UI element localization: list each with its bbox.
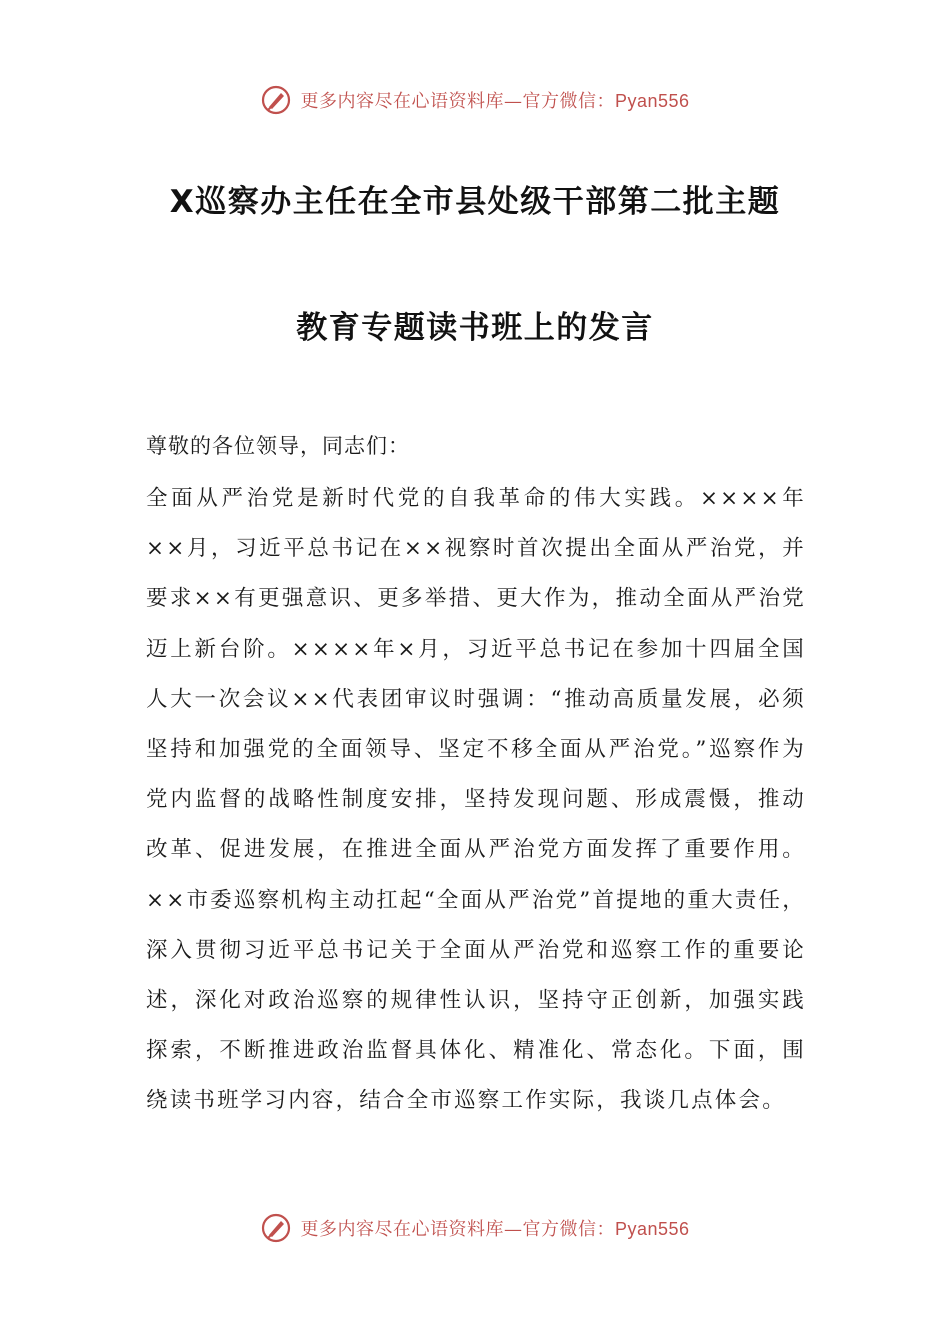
wechat-id: Pyan556	[614, 91, 690, 111]
watermark-text: 更多内容尽在心语资料库—官方微信：Pyan556	[300, 1219, 690, 1240]
document-title-line-2: 教育专题读书班上的发言	[296, 310, 654, 346]
quill-pen-icon	[260, 1212, 292, 1244]
footer-watermark-banner	[0, 1212, 950, 1244]
wechat-id: Pyan556	[614, 1219, 690, 1239]
watermark-text: 更多内容尽在心语资料库—官方微信：Pyan556	[300, 91, 690, 112]
body-paragraph: 全面从严治党是新时代党的自我革命的伟大实践。××××年××月，习近平总书记在××视察时首次提出全面从严治党，并要求××有更强意识、更多举措、更大作为，推动全面从严治党迈上新台阶。××××年×月，习近平总书记在参加十四届全国人大一次会议××代表团审议时强调：“推动高质量发展，必须坚持和加强党的全面领导、坚定不移全面从严治党。”巡察作为党内监督的战略性制度安排，坚持发现问题、形成震慑，推动改革、促进发展，在推进全面从严治党方面发挥了重要作用。××市委巡察机构主动扛起“全面从严治党”首提地的重大责任，深入贯彻习近平总书记关于全面从严治党和巡察工作的重要论述，深化对政治巡察的规律性认识，坚持守正创新，加强实践探索，不断推进政治监督具体化、精准化、常态化。下面，围绕读书班学习内容，结合全市巡察工作实际，我谈几点体会。	[146, 486, 806, 1114]
greeting: 尊敬的各位领导，同志们：	[146, 434, 410, 458]
header-watermark-banner	[0, 84, 950, 116]
quill-pen-icon	[260, 84, 292, 116]
document-title-line-1: X巡察办主任在全市县处级干部第二批主题	[169, 184, 781, 220]
